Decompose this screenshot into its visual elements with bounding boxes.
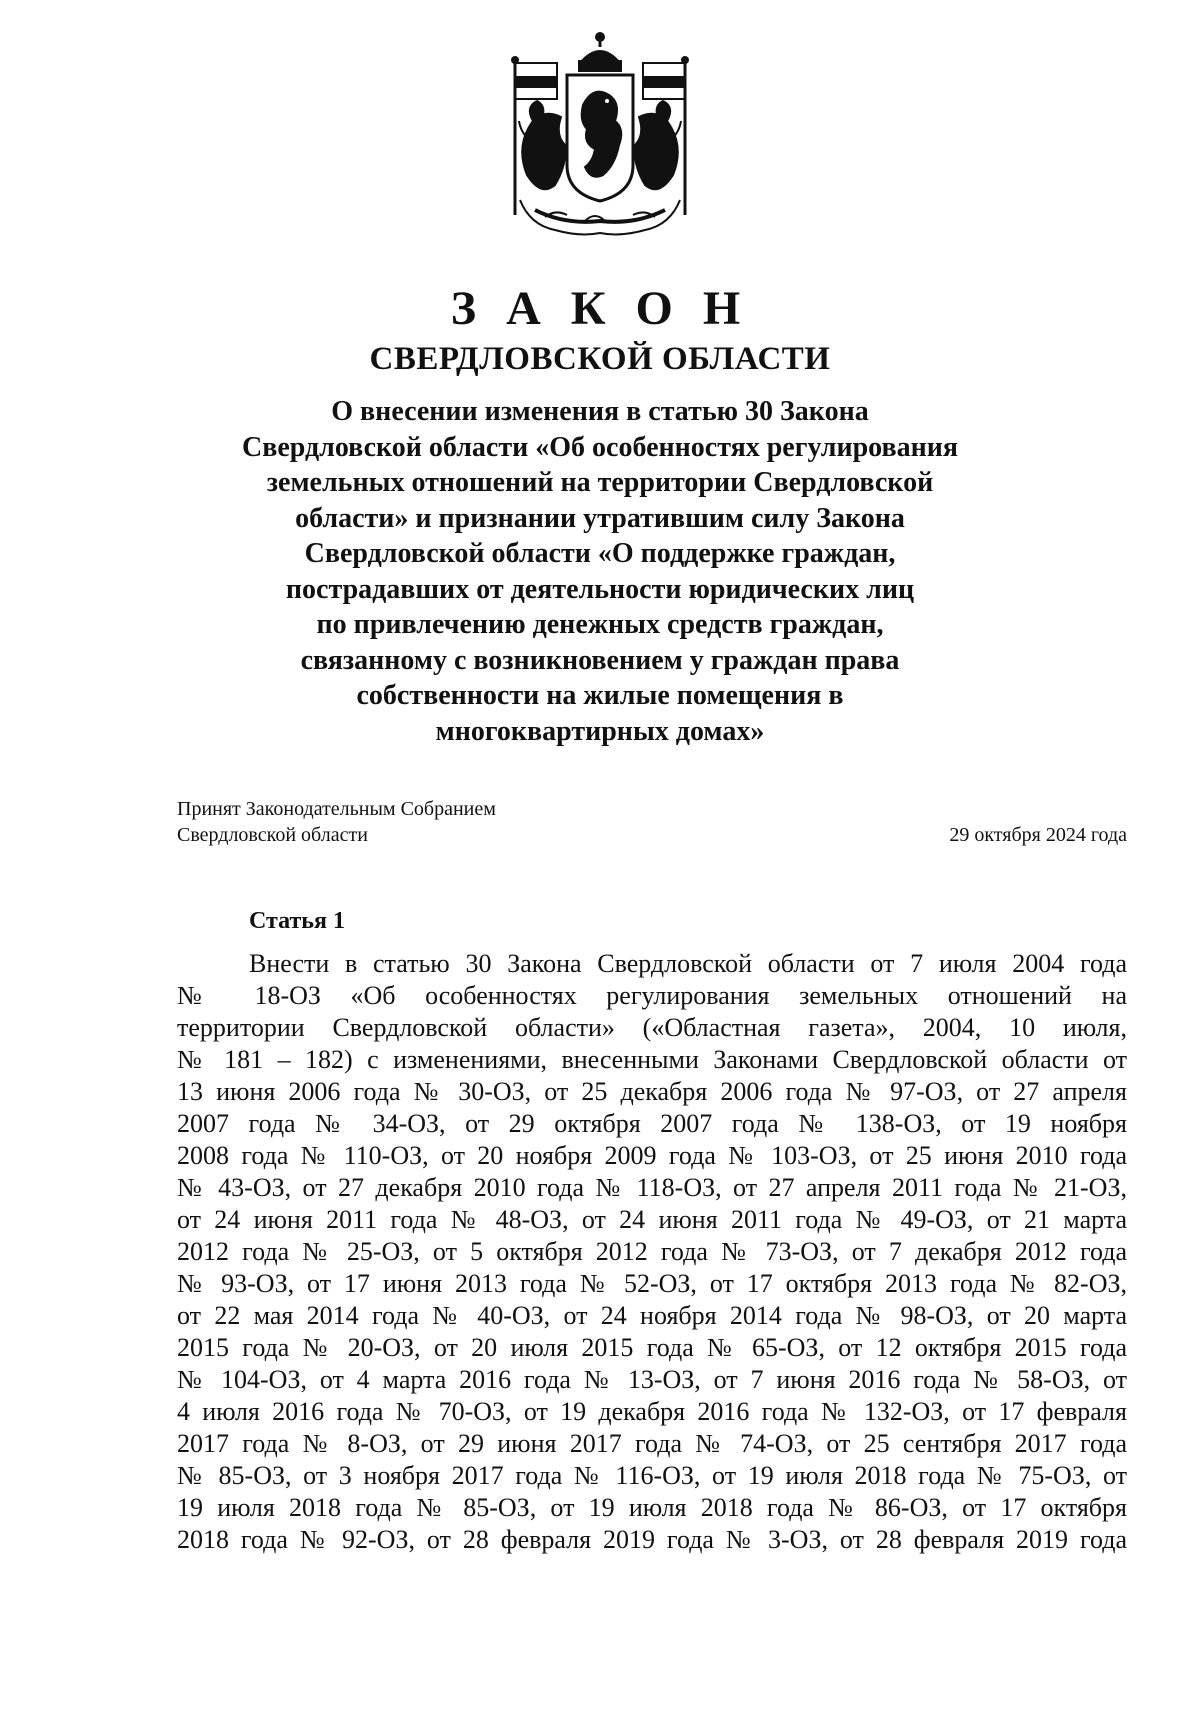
article-line: № 43-ОЗ, от 27 декабря 2010 года № 118-ОЗ, от 27 апреля 2011 года № 21-ОЗ, (177, 1173, 1127, 1202)
subject-line: О внесении изменения в статью 30 Закона (331, 396, 869, 427)
adoption-row (177, 796, 1127, 822)
adoption-block (177, 796, 1127, 848)
article-line: № 181 – 182) с изменениями, внесенными Законами Свердловской области от (177, 1045, 1127, 1074)
adoption-row (177, 822, 1127, 848)
subject-line: Свердловской области «О поддержке граждан, (304, 538, 896, 569)
article-line: 13 июня 2006 года № 30-ОЗ, от 25 декабря 2006 года № 97-ОЗ, от 27 апреля (177, 1077, 1127, 1106)
subject-line: пострадавших от деятельности юридических лиц (285, 573, 915, 605)
adopted-by-line-1: Принят Законодательным Собранием (177, 798, 496, 820)
article-line: 2007 года № 34-ОЗ, от 29 октября 2007 года № 138-ОЗ, от 19 ноября (177, 1109, 1127, 1138)
adopted-by-line-2: Свердловской области (177, 824, 368, 846)
article-line: Внести в статью 30 Закона Свердловской области от 7 июля 2004 года (249, 949, 1127, 978)
article-line: № 18-ОЗ «Об особенностях регулирования земельных отношений на (177, 981, 1127, 1010)
subject-line: связанному с возникновением у граждан права (300, 644, 900, 676)
article-line: 19 июля 2018 года № 85-ОЗ, от 19 июля 2018 года № 86-ОЗ, от 17 октября (177, 1493, 1127, 1522)
article-line: 2017 года № 8-ОЗ, от 29 июня 2017 года № 74-ОЗ, от 25 сентября 2017 года (177, 1429, 1127, 1458)
article-line: 2008 года № 110-ОЗ, от 20 ноября 2009 года № 103-ОЗ, от 25 июня 2010 года (177, 1141, 1127, 1170)
article-line: 2015 года № 20-ОЗ, от 20 июля 2015 года № 65-ОЗ, от 12 октября 2015 года (177, 1333, 1127, 1362)
article-line: от 24 июня 2011 года № 48-ОЗ, от 24 июня 2011 года № 49-ОЗ, от 21 марта (177, 1205, 1127, 1234)
article-line: территории Свердловской области» («Областная газета», 2004, 10 июля, (177, 1013, 1127, 1042)
subject-line: области» и признании утратившим силу Закона (295, 502, 905, 534)
article-line: № 85-ОЗ, от 3 ноября 2017 года № 116-ОЗ, от 19 июля 2018 года № 75-ОЗ, от (177, 1461, 1127, 1490)
coat-of-arms-icon (475, 25, 725, 240)
article-line: № 93-ОЗ, от 17 июня 2013 года № 52-ОЗ, от 17 октября 2013 года № 82-ОЗ, (177, 1269, 1127, 1298)
subject-line: по привлечению денежных средств граждан, (316, 609, 884, 640)
article-heading: Статья 1 (249, 908, 345, 934)
article-line: 2018 года № 92-ОЗ, от 28 февраля 2019 года № 3-ОЗ, от 28 февраля 2019 года (177, 1525, 1127, 1554)
article-line: от 22 мая 2014 года № 40-ОЗ, от 24 ноября 2014 года № 98-ОЗ, от 20 марта (177, 1301, 1127, 1330)
article-line: № 104-ОЗ, от 4 марта 2016 года № 13-ОЗ, от 7 июня 2016 года № 58-ОЗ, от (177, 1365, 1127, 1394)
document-title: З А К О Н (450, 282, 750, 335)
law-subject (200, 394, 1000, 749)
subject-line: собственности на жилые помещения в (356, 680, 844, 711)
article-body (177, 948, 1127, 1556)
document-region: СВЕРДЛОВСКОЙ ОБЛАСТИ (369, 341, 831, 377)
subject-line: Свердловской области «Об особенностях регулирования (241, 431, 959, 463)
article-line: 2012 года № 25-ОЗ, от 5 октября 2012 года № 73-ОЗ, от 7 декабря 2012 года (177, 1237, 1127, 1266)
subject-line: земельных отношений на территории Свердловской (266, 467, 934, 498)
article-line: 4 июля 2016 года № 70-ОЗ, от 19 декабря 2016 года № 132-ОЗ, от 17 февраля (177, 1397, 1127, 1426)
adoption-date: 29 октября 2024 года (949, 824, 1127, 846)
subject-line: многоквартирных домах» (435, 715, 765, 747)
